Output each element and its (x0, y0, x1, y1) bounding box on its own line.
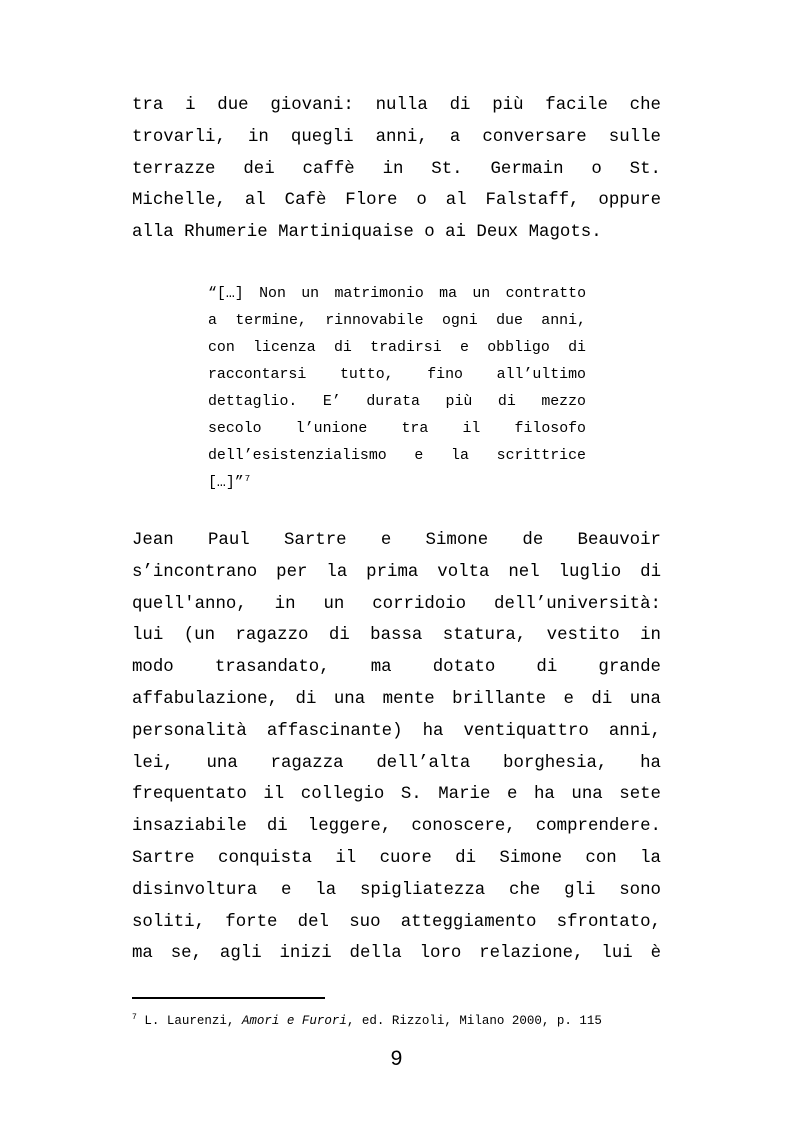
footnote-reference[interactable]: 7 (244, 474, 251, 484)
paragraph-2-line: quell'anno, in un corridoio dell’università: (132, 594, 661, 614)
paragraph-2 (132, 525, 661, 970)
paragraph-2-line: lei, una ragazza dell’alta borghesia, ha (132, 753, 661, 773)
paragraph-2-line: disinvoltura e la spigliatezza che gli sono (132, 880, 661, 900)
paragraph-1-line: alla Rhumerie Martiniquaise o ai Deux Magots. (132, 223, 602, 243)
paragraph-2-line: insaziabile di leggere, conoscere, comprendere. (132, 817, 661, 837)
quote-line-text: […]” (208, 475, 244, 491)
footnote-title: Amori e Furori (241, 1014, 347, 1028)
paragraph-2-line: Jean Paul Sartre e Simone de Beauvoir (132, 531, 661, 550)
paragraph-2-line: soliti, forte del suo atteggiamento sfrontato, (132, 912, 661, 932)
paragraph-1 (132, 90, 661, 249)
footnote-separator (132, 997, 325, 999)
paragraph-2-line: Sartre conquista il cuore di Simone con la (132, 848, 661, 868)
paragraph-2-line: modo trasandato, ma dotato di grande (132, 658, 661, 678)
page-number: 9 (390, 1047, 403, 1070)
quote-line: dell’esistenzialismo e la scrittrice (208, 448, 586, 464)
paragraph-2-line: frequentato il collegio S. Marie e ha una sete (132, 785, 661, 805)
quote-line: dettaglio. E’ durata più di mezzo (208, 394, 586, 410)
footnote-publication: , ed. Rizzoli, Milano 2000, p. 115 (346, 1014, 602, 1028)
paragraph-1-line: Michelle, al Cafè Flore o al Falstaff, oppure (132, 191, 661, 211)
block-quote (208, 281, 586, 497)
footnote (132, 1012, 692, 1032)
quote-line: “[…] Non un matrimonio ma un contratto (208, 286, 586, 302)
quote-line: raccontarsi tutto, fino all’ultimo (208, 367, 586, 383)
quote-line: con licenza di tradirsi e obbligo di (208, 340, 586, 356)
paragraph-1-line: trovarli, in quegli anni, a conversare sulle (132, 127, 661, 147)
footnote-number: 7 (132, 1013, 137, 1022)
paragraph-1-line: terrazze dei caffè in St. Germain o St. (132, 159, 661, 179)
paragraph-2-line: affabulazione, di una mente brillante e di una (132, 689, 661, 709)
quote-line-last (208, 470, 586, 497)
paragraph-1-line: tra i due giovani: nulla di più facile che (132, 96, 661, 115)
paragraph-2-line: personalità affascinante) ha ventiquattro anni, (132, 721, 661, 741)
paragraph-2-line: s’incontrano per la prima volta nel luglio di (132, 562, 661, 582)
paragraph-2-line: ma se, agli inizi della loro relazione, lui è (132, 944, 661, 964)
footnote-author: L. Laurenzi, (144, 1014, 235, 1028)
quote-line: secolo l’unione tra il filosofo (208, 421, 586, 437)
quote-line: a termine, rinnovabile ogni due anni, (208, 313, 586, 329)
paragraph-2-line: lui (un ragazzo di bassa statura, vestito in (132, 626, 661, 646)
